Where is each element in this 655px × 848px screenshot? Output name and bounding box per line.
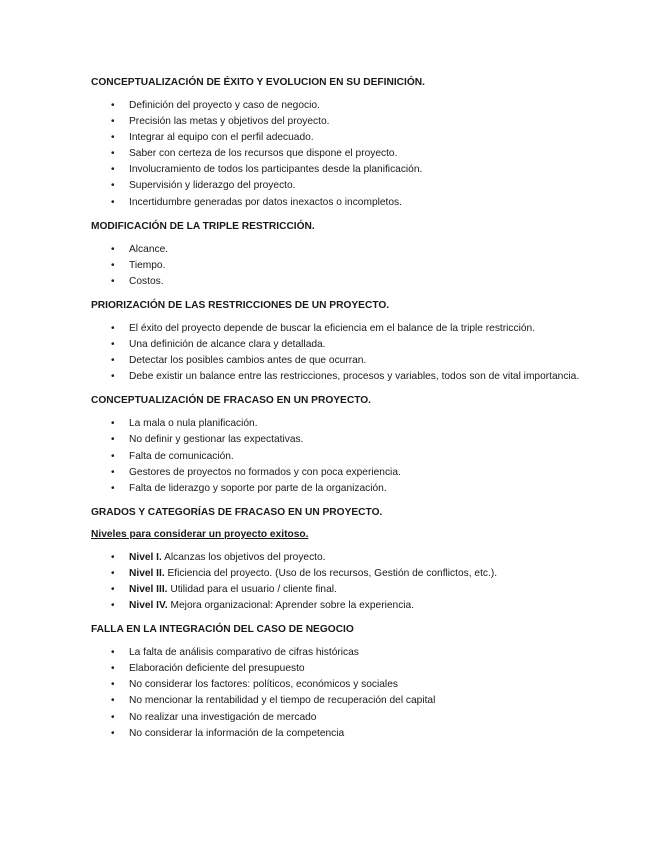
bullet-icon: • [111,583,115,595]
bullet-icon: • [111,418,115,430]
list-item: • Nivel I. Alcanzas los objetivos del proyecto. [91,550,615,566]
bullet-icon: • [111,450,115,462]
section-heading-exito: CONCEPTUALIZACIÓN DE ÉXITO Y EVOLUCION EN SU DEFINICIÓN. [91,77,425,88]
list-item: • No definir y gestionar las expectativas. [91,432,615,448]
level-label: Nivel I. [129,551,162,563]
bullet-icon: • [111,434,115,446]
bullet-icon: • [111,322,115,334]
list-item: • Nivel II. Eficiencia del proyecto. (Uso de los recursos, Gestión de conflictos, etc.). [91,566,615,582]
list-niveles [91,550,615,614]
section-heading-grados: GRADOS Y CATEGORÍAS DE FRACASO EN UN PROYECTO. [91,506,383,518]
bullet-icon: • [111,727,115,739]
list-item: • Integrar al equipo con el perfil adecuado. [91,130,615,146]
bullet-icon: • [111,679,115,691]
list-item: • Nivel IV. Mejora organizacional: Aprender sobre la experiencia. [91,598,615,614]
section-heading-triple-restriccion: MODIFICACIÓN DE LA TRIPLE RESTRICCIÓN. [91,220,315,232]
bullet-icon: • [111,567,115,579]
bullet-icon: • [111,148,115,160]
bullet-icon: • [111,663,115,675]
bullet-icon: • [111,551,115,563]
list-item: • Una definición de alcance clara y detallada. [91,337,615,353]
list-item: • No mencionar la rentabilidad y el tiempo de recuperación del capital [91,693,615,709]
list-item: • Definición del proyecto y caso de negocio. [91,98,615,114]
section-heading-priorizacion: PRIORIZACIÓN DE LAS RESTRICCIONES DE UN PROYECTO. [91,299,390,311]
bullet-icon: • [111,275,115,287]
list-item: • No realizar una investigación de mercado [91,710,615,726]
bullet-icon: • [111,647,115,659]
bullet-icon: • [111,371,115,383]
list-item: • El éxito del proyecto depende de buscar la eficiencia em el balance de la triple restricción. [91,321,615,337]
bullet-icon: • [111,100,115,111]
list-exito [91,98,615,211]
list-triple-restriccion [91,242,615,290]
bullet-icon: • [111,196,115,208]
list-item: • Precisión las metas y objetivos del proyecto. [91,114,615,130]
bullet-icon: • [111,600,115,612]
level-label: Nivel II. [129,567,165,579]
list-item: • No considerar la información de la competencia [91,726,615,742]
list-item: • Alcance. [91,242,615,258]
section-heading-fracaso: CONCEPTUALIZACIÓN DE FRACASO EN UN PROYECTO. [91,395,371,407]
bullet-icon: • [111,243,115,255]
list-item: • No considerar los factores: políticos, económicos y sociales [91,677,615,693]
list-item: • Involucramiento de todos los participantes desde la planificación. [91,162,615,178]
bullet-icon: • [111,711,115,723]
list-item: • Supervisión y liderazgo del proyecto. [91,178,615,194]
bullet-icon: • [111,482,115,494]
list-item: • Costos. [91,274,615,290]
list-item: • Nivel III. Utilidad para el usuario / cliente final. [91,582,615,598]
list-item: • Elaboración deficiente del presupuesto [91,661,615,677]
list-item: • Falta de liderazgo y soporte por parte de la organización. [91,481,615,497]
bullet-icon: • [111,180,115,192]
list-caso-negocio [91,645,615,742]
bullet-icon: • [111,116,115,128]
bullet-icon: • [111,466,115,478]
section-heading-caso-negocio: FALLA EN LA INTEGRACIÓN DEL CASO DE NEGOCIO [91,624,354,636]
list-item: • Gestores de proyectos no formados y con poca experiencia. [91,465,615,481]
bullet-icon: • [111,339,115,351]
list-fracaso [91,416,615,496]
level-label: Nivel III. [129,583,168,595]
list-priorizacion [91,321,615,385]
list-item: • Saber con certeza de los recursos que dispone el proyecto. [91,146,615,162]
bullet-icon: • [111,355,115,367]
list-item: • Tiempo. [91,258,615,274]
bullet-icon: • [111,695,115,707]
bullet-icon: • [111,164,115,176]
list-item: • La mala o nula planificación. [91,416,615,432]
list-item: • Incertidumbre generadas por datos inexactos o incompletos. [91,195,615,211]
list-item: • Debe existir un balance entre las restricciones, procesos y variables, todos son de vital importancia. [91,369,615,385]
bullet-icon: • [111,132,115,144]
list-item: • Detectar los posibles cambios antes de que ocurran. [91,353,615,369]
list-item: • La falta de análisis comparativo de cifras históricas [91,645,615,661]
level-label: Nivel IV. [129,600,168,612]
list-item: • Falta de comunicación. [91,449,615,465]
bullet-icon: • [111,259,115,271]
subheading-niveles: Niveles para considerar un proyecto exitoso. [91,528,309,540]
